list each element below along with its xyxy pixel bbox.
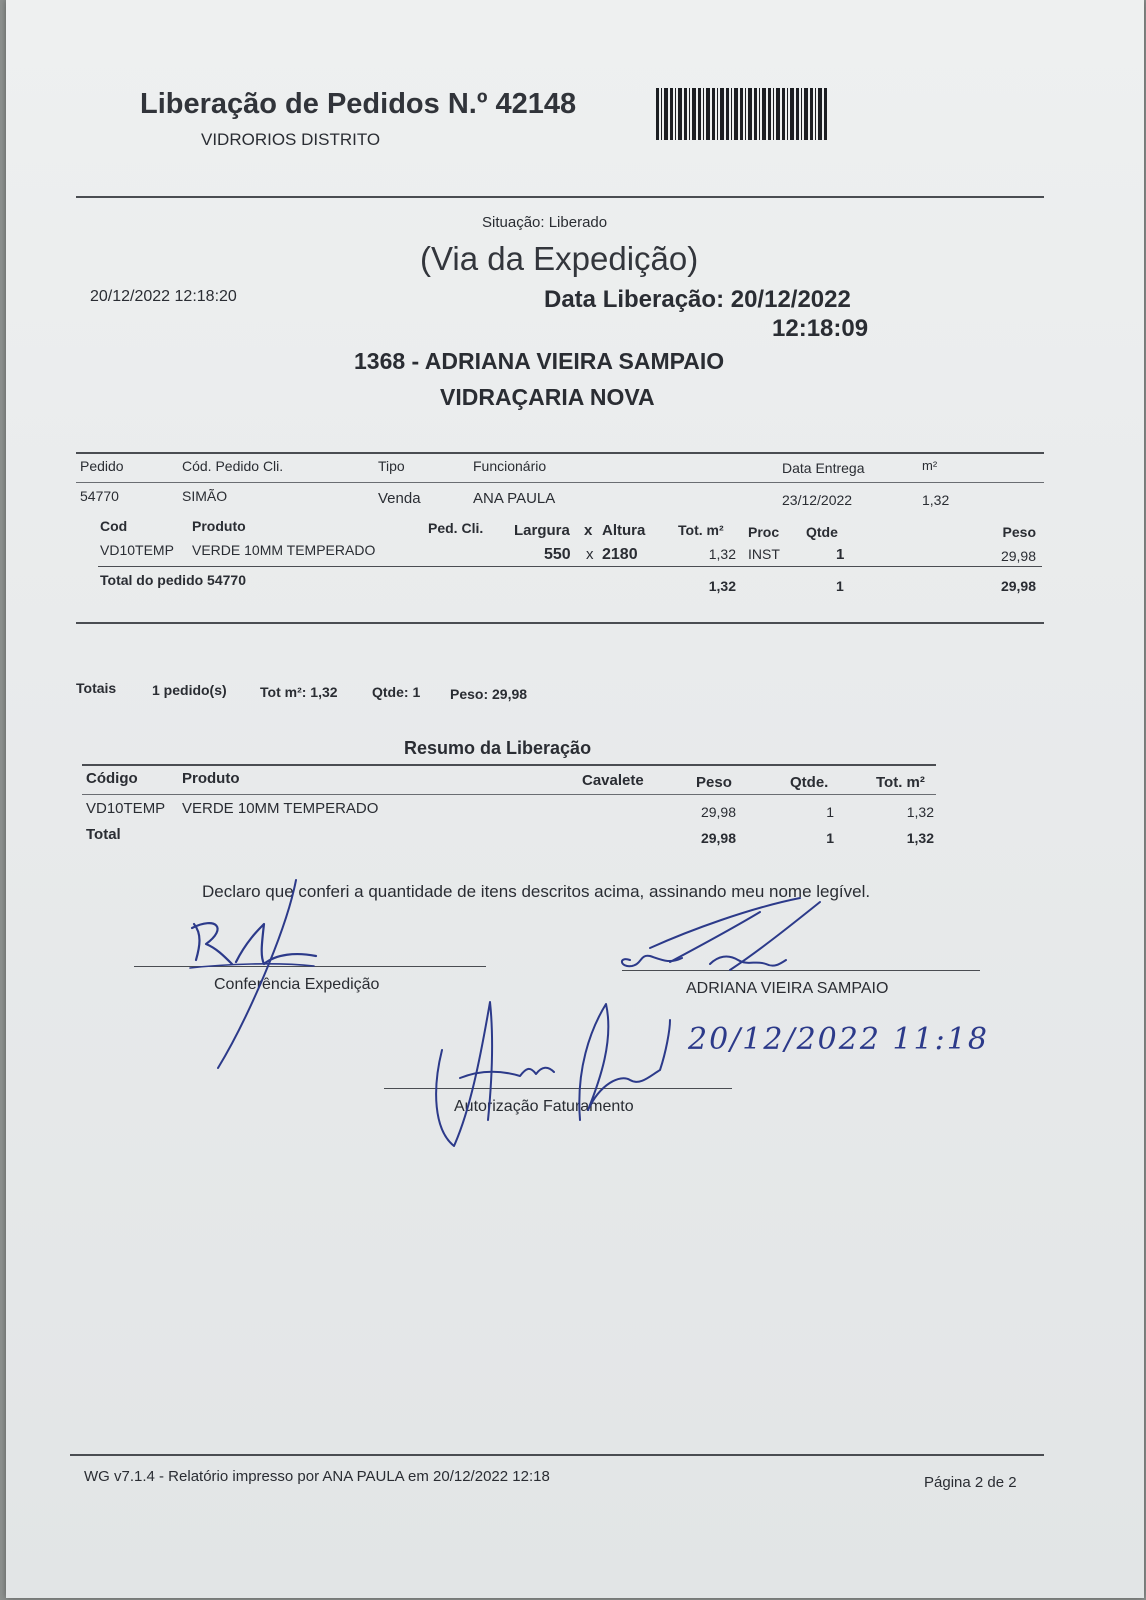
item-qtde: 1	[836, 546, 845, 563]
item-tot-m2: 1,32	[708, 546, 736, 562]
footer-page-number: Página 2 de 2	[924, 1474, 1017, 1491]
client-name: 1368 - ADRIANA VIEIRA SAMPAIO	[354, 348, 725, 374]
company-name: VIDRORIOS DISTRITO	[201, 130, 381, 149]
item-peso: 29,98	[1000, 548, 1036, 564]
order-total-qtde: 1	[836, 578, 844, 594]
totals-pedidos: 1 pedido(s)	[152, 682, 227, 698]
release-time: 12:18:09	[772, 315, 869, 342]
declaration-text: Declaro que conferi a quantidade de itens descritos acima, assinando meu nome legível.	[202, 882, 871, 901]
order-header-line	[76, 482, 1044, 483]
summary-total-qtde: 1	[826, 830, 834, 846]
summary-col-produto: Produto	[182, 770, 240, 787]
signature-autorizacao-handwriting	[430, 1000, 690, 1150]
item-col-largura: Largura	[514, 522, 570, 539]
summary-total-label: Total	[86, 826, 121, 843]
col-funcionario: Funcionário	[473, 458, 547, 474]
order-total-peso: 29,98	[1000, 578, 1036, 594]
order-total-line	[98, 566, 1042, 567]
item-col-cod: Cod	[100, 518, 128, 534]
handwritten-datetime: 20/12/2022 11:18	[688, 1022, 989, 1057]
item-col-x: x	[584, 522, 593, 539]
order-pedido: 54770	[80, 488, 119, 504]
order-data-entrega: 23/12/2022	[782, 492, 853, 508]
totals-qtde: Qtde: 1	[372, 684, 421, 700]
summary-col-qtde: Qtde.	[790, 774, 829, 791]
summary-top-line	[82, 764, 936, 766]
order-funcionario: ANA PAULA	[473, 490, 556, 507]
summary-row-codigo: VD10TEMP	[86, 800, 166, 817]
order-table-bottom-line	[76, 622, 1044, 624]
col-data-entrega: Data Entrega	[782, 460, 865, 476]
totals-peso: Peso: 29,98	[450, 686, 528, 702]
item-col-qtde: Qtde	[806, 524, 838, 540]
item-proc: INST	[748, 546, 780, 562]
release-date: Data Liberação: 20/12/2022	[544, 286, 851, 313]
summary-row-peso: 29,98	[700, 804, 736, 820]
summary-title: Resumo da Liberação	[404, 738, 592, 758]
order-m2: 1,32	[922, 492, 950, 508]
barcode	[656, 88, 828, 140]
item-col-altura: Altura	[602, 522, 646, 539]
item-largura: 550	[544, 546, 571, 563]
item-produto: VERDE 10MM TEMPERADO	[192, 542, 376, 558]
document-title: Liberação de Pedidos N.º 42148	[140, 88, 577, 120]
item-altura: 2180	[602, 546, 638, 563]
summary-col-codigo: Código	[86, 770, 138, 787]
order-total-m2: 1,32	[708, 578, 736, 594]
document-page	[6, 0, 1144, 1598]
summary-total-peso: 29,98	[700, 830, 736, 846]
totals-m2: Tot m²: 1,32	[260, 684, 338, 700]
item-col-ped-cli: Ped. Cli.	[428, 520, 484, 536]
order-table-top-line	[76, 452, 1044, 454]
col-pedido: Pedido	[80, 458, 124, 474]
summary-row-produto: VERDE 10MM TEMPERADO	[182, 800, 379, 817]
signature-client-handwriting	[610, 890, 840, 986]
summary-col-tot-m2: Tot. m²	[876, 774, 925, 791]
footer-line	[70, 1454, 1044, 1456]
client-company: VIDRAÇARIA NOVA	[440, 384, 655, 410]
print-timestamp: 20/12/2022 12:18:20	[90, 288, 237, 305]
item-x: x	[586, 546, 594, 563]
signature-conferencia-handwriting	[176, 872, 336, 1072]
footer-printed-by: WG v7.1.4 - Relatório impresso por ANA PAULA em 20/12/2022 12:18	[84, 1468, 550, 1485]
order-tipo: Venda	[378, 490, 421, 507]
signature-label-client: ADRIANA VIEIRA SAMPAIO	[686, 980, 889, 997]
header-divider	[76, 196, 1044, 198]
summary-col-cavalete: Cavalete	[582, 772, 644, 789]
summary-header-line	[82, 794, 936, 795]
via-label: (Via da Expedição)	[420, 240, 699, 277]
item-col-peso: Peso	[1002, 524, 1036, 540]
order-total-label: Total do pedido 54770	[100, 572, 246, 588]
order-cod-pedido-cli: SIMÃO	[182, 488, 228, 504]
summary-row-qtde: 1	[826, 804, 834, 820]
summary-total-tot-m2: 1,32	[906, 830, 934, 846]
signature-label-conferencia: Conferência Expedição	[214, 976, 380, 993]
summary-col-peso: Peso	[696, 774, 732, 791]
item-col-proc: Proc	[748, 524, 780, 540]
col-cod-pedido-cli: Cód. Pedido Cli.	[182, 458, 284, 474]
summary-row-tot-m2: 1,32	[906, 804, 934, 820]
col-m2: m²	[922, 458, 938, 473]
totals-label: Totais	[76, 680, 117, 696]
item-cod: VD10TEMP	[100, 542, 174, 558]
item-col-tot-m2: Tot. m²	[678, 522, 724, 538]
status-text: Situação: Liberado	[482, 214, 608, 231]
item-col-produto: Produto	[192, 518, 246, 534]
signature-label-autorizacao: Autorização Faturamento	[454, 1098, 634, 1115]
col-tipo: Tipo	[378, 458, 405, 474]
